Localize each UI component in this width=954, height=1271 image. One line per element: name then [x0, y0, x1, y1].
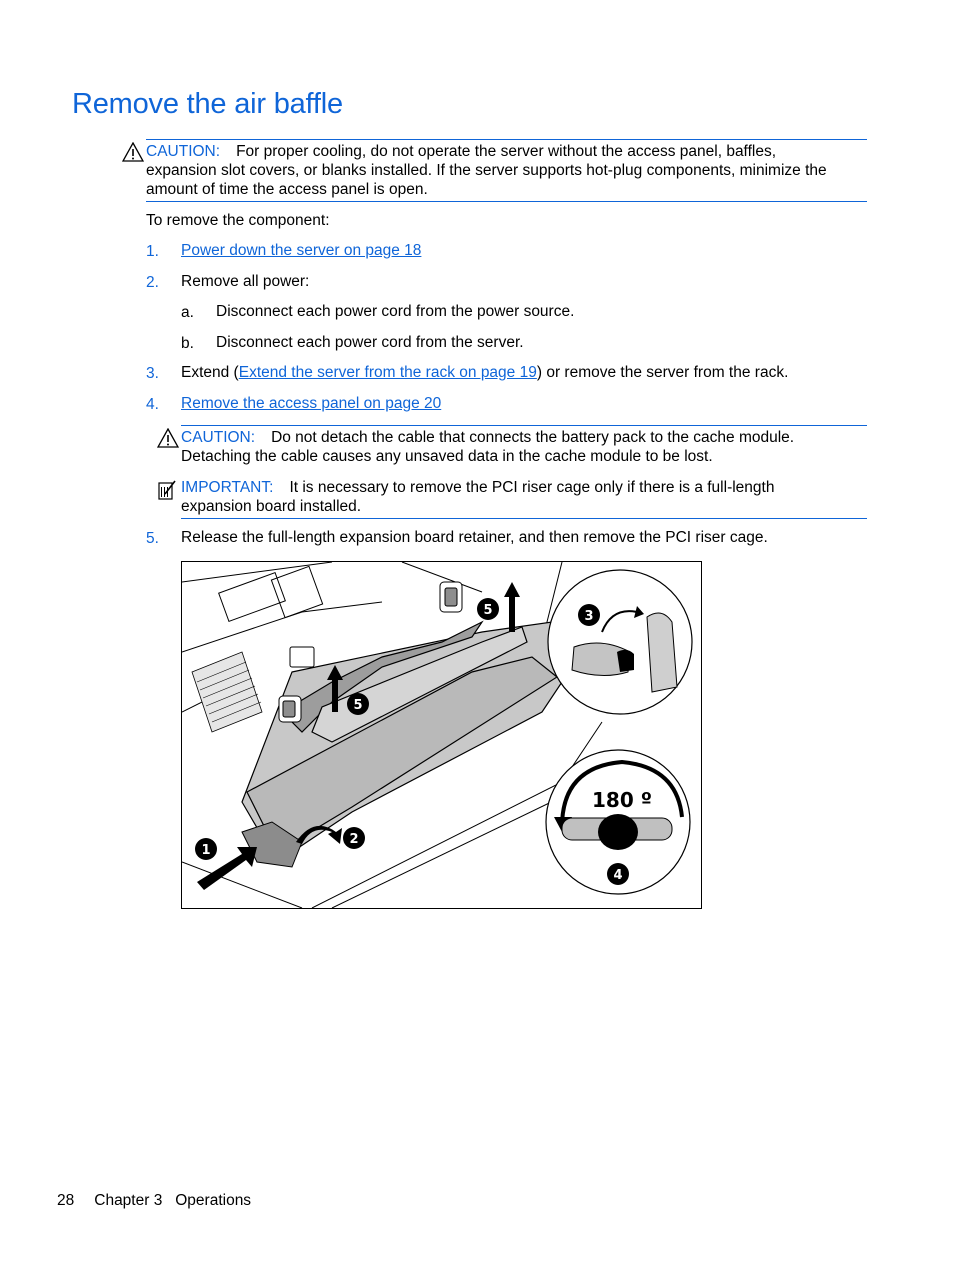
svg-text:3: 3	[584, 609, 594, 624]
svg-text:4: 4	[613, 868, 623, 883]
svg-text:5: 5	[483, 603, 493, 618]
callout-1	[195, 838, 217, 860]
inset-rotation-detail	[546, 750, 690, 894]
step-number: 5.	[146, 530, 159, 547]
substep-letter: b.	[181, 335, 194, 352]
step-3-text: Extend (Extend the server from the rack on page 19) or remove the server from the rack.	[181, 364, 789, 381]
chapter-name: Chapter 3 Operations	[94, 1192, 252, 1209]
intro-text: To remove the component:	[146, 212, 330, 229]
warning-triangle-icon	[122, 142, 144, 162]
step-number: 1.	[146, 243, 159, 260]
important-label: IMPORTANT:	[181, 479, 274, 496]
caution-label: CAUTION:	[146, 143, 221, 160]
callout-5-top	[477, 598, 499, 620]
inset-latch-detail	[548, 570, 692, 714]
callout-2	[343, 827, 365, 849]
caution-bottom-rule	[146, 201, 867, 202]
svg-text:5: 5	[353, 698, 363, 713]
page-footer	[57, 1192, 251, 1210]
step-number: 2.	[146, 274, 159, 291]
caution-2-line-1: CAUTION: Do not detach the cable that connects the battery pack to the cache module.	[181, 429, 795, 446]
extend-server-link[interactable]: Extend the server from the rack on page 19	[238, 364, 537, 381]
svg-text:1: 1	[201, 843, 211, 858]
step-number: 4.	[146, 396, 159, 413]
important-note-icon	[157, 479, 177, 501]
rotation-label: 180 º	[592, 788, 652, 812]
substep-text: Disconnect each power cord from the server.	[216, 334, 524, 351]
caution-top-rule	[146, 139, 867, 140]
step-text: Release the full-length expansion board retainer, and then remove the PCI riser cage.	[181, 529, 768, 546]
caution-1-line-2: expansion slot covers, or blanks installed. If the server supports hot-plug components, minimize the	[146, 162, 827, 179]
caution-2-line-2: Detaching the cable causes any unsaved data in the cache module to be lost.	[181, 448, 713, 465]
substep-letter: a.	[181, 304, 194, 321]
svg-text:2: 2	[349, 832, 359, 847]
important-line-1: IMPORTANT: It is necessary to remove the PCI riser cage only if there is a full-length	[181, 479, 775, 496]
caution-2-top-rule	[181, 425, 867, 426]
illustration-drawing	[182, 562, 701, 908]
power-down-link[interactable]: Power down the server on page 18	[181, 242, 422, 259]
step-number: 3.	[146, 365, 159, 382]
page-number: 28	[57, 1192, 75, 1209]
page-title: Remove the air baffle	[72, 88, 343, 120]
riser-cage-removal-illustration	[181, 561, 702, 909]
important-line-2: expansion board installed.	[181, 498, 362, 515]
substep-text: Disconnect each power cord from the power source.	[216, 303, 575, 320]
caution-label: CAUTION:	[181, 429, 256, 446]
important-bottom-rule	[181, 518, 867, 519]
callout-5-side	[347, 693, 369, 715]
caution-1-line-1: CAUTION: For proper cooling, do not operate the server without the access panel, baffles,	[146, 143, 777, 160]
remove-access-panel-link[interactable]: Remove the access panel on page 20	[181, 395, 442, 412]
warning-triangle-icon	[157, 428, 179, 448]
caution-1-line-3: amount of time the access panel is open.	[146, 181, 428, 198]
step-text: Remove all power:	[181, 273, 310, 290]
